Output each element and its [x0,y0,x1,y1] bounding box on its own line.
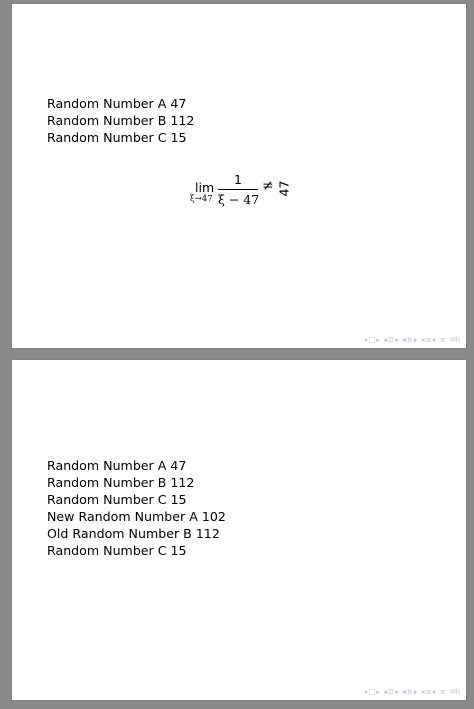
text-line: Random Number A 47 [47,96,187,111]
text-line: Random Number C 15 [47,543,187,558]
slide-1 [12,4,466,348]
text-line: Random Number B 112 [47,113,195,128]
beamer-navigation[interactable] [364,335,460,345]
nav-document-icon[interactable]: ◂ ≡ ▸ [421,688,436,696]
nav-subsection-icon[interactable]: ◂ ⊡ ▸ [383,336,399,344]
rotated-value-box [276,174,300,198]
fraction-numerator: 1 [234,172,242,187]
nav-document-icon[interactable]: ◂ ≡ ▸ [421,336,436,344]
nav-frame-icon[interactable]: ◂ □ ▸ [363,336,380,344]
fraction-bar [218,189,258,190]
beamer-navigation[interactable] [364,687,460,697]
nav-menu-icon[interactable]: ≡ [439,688,446,696]
limit-equation [190,170,310,210]
slide-2-text-block [47,457,226,559]
text-line: Random Number C 15 [47,492,187,507]
text-line: Random Number C 15 [47,130,187,145]
nav-back-forward-icon[interactable]: ↺↻ [449,336,460,344]
nav-section-icon[interactable]: ◂ ≡ ▸ [402,688,418,696]
text-line: Random Number B 112 [47,475,195,490]
not-equal-sign: ≠ [262,178,274,194]
lim-operator: lim [195,180,215,195]
text-line: Random Number A 47 [47,458,187,473]
slide-2 [12,360,466,700]
text-line: Old Random Number B 112 [47,526,220,541]
nav-frame-icon[interactable]: ◂ □ ▸ [363,688,380,696]
nav-menu-icon[interactable]: ≡ [439,336,446,344]
slide-1-text-block [47,95,194,146]
nav-section-icon[interactable]: ◂ ≡ ▸ [402,336,418,344]
lim-subscript: ξ→47 [190,194,213,204]
rotated-value: 47 [276,180,292,197]
text-line: New Random Number A 102 [47,509,226,524]
nav-back-forward-icon[interactable]: ↺↻ [449,688,460,696]
nav-subsection-icon[interactable]: ◂ ⊡ ▸ [383,688,399,696]
fraction-denominator: ξ − 47 [218,192,260,207]
